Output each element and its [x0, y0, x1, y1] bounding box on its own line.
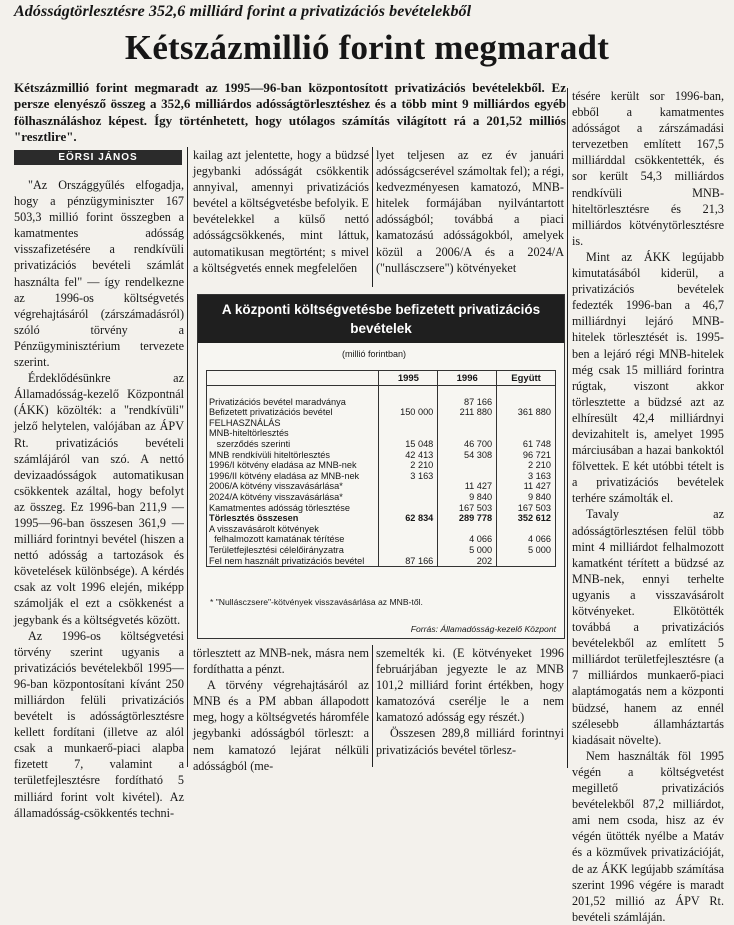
table-footnote: * "Nullásczsere"-kötvények visszavásárlása az MNB-től.: [210, 597, 423, 607]
paragraph: lyet teljesen az ez év januári adósságcserével számoltak fel); a régi, kedvezményesen kamatozó, MNB-hitelek formájában nyilvántartott adósságból; továbbá a piaci kamatozású adósságokból, amelyek közül a 2006/A és a 2024/A ("nullásczsere") kötvényeket: [376, 148, 564, 275]
cell-v1995: [379, 418, 438, 429]
column-4: [572, 88, 724, 924]
column-header: 1995: [379, 371, 438, 386]
row-label: [207, 386, 379, 397]
table-row: [207, 471, 556, 482]
paragraph: Tavaly az adósságtörlesztésen felül több mint 4 milliárdot felhalmozott kamatként térített a büdzsé az MNB-nek, ennyi terhelte ugyanis a visszavásárolt kötvényeket. Elkötötték továbbá a privatizációs bevételekből az említett 5 milliárdot területfejlesztésre (a 7 milliárdos munkaerő-piaci alaptámogatás nem a központi büdzsé, hanem az ennél szélesebb államháztartás kiadásait növelte).: [572, 507, 724, 747]
column-2-continued: [193, 645, 369, 773]
cell-total: [497, 397, 556, 408]
table-row: [207, 492, 556, 503]
table-row: [207, 460, 556, 471]
table-grid: [206, 370, 556, 567]
column-3: [376, 147, 564, 287]
cell-v1995: [379, 428, 438, 439]
row-label: Kamatmentes adósság törlesztése: [207, 503, 379, 514]
table-row: [207, 481, 556, 492]
row-label: 1996/I kötvény eladása az MNB-nek: [207, 460, 379, 471]
cell-v1996: [438, 460, 497, 471]
table-unit: (millió forintban): [342, 349, 407, 359]
column-divider: [372, 147, 373, 287]
table-title: A központi költségvetésbe befizetett privatizációs bevételek: [198, 295, 564, 343]
column-divider: [372, 645, 373, 767]
table-row: [207, 513, 556, 524]
cell-total: 3 163: [497, 471, 556, 482]
cell-v1996: 202: [438, 556, 497, 567]
cell-total: [497, 428, 556, 439]
cell-total: 2 210: [497, 460, 556, 471]
cell-v1995: 42 413: [379, 450, 438, 461]
cell-v1996: 5 000: [438, 545, 497, 556]
cell-v1995: [379, 503, 438, 514]
column-1: [14, 177, 184, 820]
table-row: [207, 450, 556, 461]
cell-v1996: [438, 418, 497, 429]
table-row: [207, 439, 556, 450]
kicker: Adósságtörlesztésre 352,6 milliárd forint a privatizációs bevételekből: [14, 3, 472, 20]
column-divider: [187, 147, 188, 767]
headline: Kétszázmillió forint megmaradt: [124, 28, 610, 67]
cell-v1995: [379, 534, 438, 545]
cell-total: 11 427: [497, 481, 556, 492]
cell-total: 4 066: [497, 534, 556, 545]
cell-v1995: 87 166: [379, 556, 438, 567]
row-label: Területfejlesztési célelőirányzatra: [207, 545, 379, 556]
cell-v1995: [379, 386, 438, 397]
table-source: Forrás: Államadósság-kezelő Központ: [410, 624, 556, 634]
table-row: [207, 407, 556, 418]
cell-v1995: [379, 397, 438, 408]
cell-v1995: [379, 492, 438, 503]
cell-v1996: 46 700: [438, 439, 497, 450]
table-row: [207, 534, 556, 545]
row-label: Privatizációs bevétel maradványa: [207, 397, 379, 408]
row-label: szerződés szerinti: [207, 439, 379, 450]
cell-v1995: 62 834: [379, 513, 438, 524]
table-row: [207, 397, 556, 408]
cell-total: 61 748: [497, 439, 556, 450]
paragraph: Összesen 289,8 milliárd forintnyi privatizációs bevétel törlesz-: [376, 726, 564, 757]
row-label: felhalmozott kamatának térítése: [207, 534, 379, 545]
row-label: MNB-hiteltörlesztés: [207, 428, 379, 439]
paragraph: törlesztett az MNB-nek, másra nem fordíthatta a pénzt.: [193, 646, 369, 677]
cell-v1995: 15 048: [379, 439, 438, 450]
paragraph: Mint az ÁKK legújabb kimutatásából kiderül, a privatizációs bevételek fedezték 1996-ban a 46,7 milliárdnyi lejáró MNB-hitelek törlesztését is. 1995-ben a lejáró régi MNB-hitelek még csak 15 milliárd forintra rúgtak, viszont akkor törlesztette a büdzsé azt az elhíresült 42,4 milliárdnyi devizahitelt is, amelyet 1995 márciusában a hazai bankoktól fölvettek. E két utóbbi tételt is a privatizációs bevételek terhére számolták el.: [572, 249, 724, 506]
table-row: [207, 545, 556, 556]
cell-v1996: [438, 471, 497, 482]
cell-total: 352 612: [497, 513, 556, 524]
row-label: Törlesztés összesen: [207, 513, 379, 524]
cell-total: [497, 556, 556, 567]
cell-v1996: [438, 428, 497, 439]
paragraph: Az 1996-os költségvetési törvény szerint ugyanis a privatizációs bevételekből 1995—96-ban központosítani kívánt 250 milliárdon felüli privatizációs bevételt is adósságtörlesztésre kellett fordítani (illetve az alól csak a munkaerő-piaci alapba fizetett 7, valamint a területfejlesztésre fordítható 5 milliárd forint volt kivétel). Az államadósság-csökkentés techni-: [14, 628, 184, 820]
paragraph: Érdeklődésünkre az Államadósság-kezelő Központnál (ÁKK) közölték: a "rendkívüli" jelző helytelen, valójában az ÁPV Rt. privatizációs bevételi számlájáról van szó. A nettó devizaadósságok automatikusan csökkentek azáltal, hogy befolyt az összeg. Ez 1996-ban 211,9 — 1995—96-ban összesen 361,9 — milliárd forintnyi bevétel (hiszen a nettó adósság a tartozások és követelések különbsége). A kérdés csak az volt 1996 elején, miképp számolják el ezt a csökkenést a jegybank és a költségvetés között.: [14, 371, 184, 627]
cell-total: 167 503: [497, 503, 556, 514]
row-label: MNB rendkívüli hiteltörlesztés: [207, 450, 379, 461]
column-header: [207, 371, 379, 386]
paragraph: Nem használták föl 1995 végén a költségvetést megillető privatizációs bevételekből 87,2 milliárdot, ami nem csoda, hisz az év végén ütötték nyélbe a Matáv és a közművek privatizációját, de az ÁKK legújabb számítása szerint 1996 végére is maradt 201,52 millió az ÁPV Rt. bevételi számláján.: [572, 748, 724, 924]
data-table-box: [197, 294, 565, 639]
paragraph: "Az Országgyűlés elfogadja, hogy a pénzügyminiszter 167 503,3 millió forint összegben a kamatmentes adósság visszafizetésére a rendkívüli privatizációs bevételi számlát használta fel" — így rendelkezne az 1996-os költségvetés végrehajtásáról (zárszámadásról) szóló törvény a Pénzügyminisztérium tervezete szerint.: [14, 178, 184, 370]
cell-v1995: 2 210: [379, 460, 438, 471]
table-row: [207, 428, 556, 439]
cell-v1996: 87 166: [438, 397, 497, 408]
table-row: [207, 524, 556, 535]
row-label: Fel nem használt privatizációs bevétel: [207, 556, 379, 567]
lead-paragraph: Kétszázmillió forint megmaradt az 1995—96-ban központosított privatizációs bevételekből. Ez persze elenyésző összeg a 352,6 milliárdos adósságtörlesztéshez és a több mint 9 milliárdos egyéb fölhasználáshoz képest. Így történhetett, hogy utólagos számítás világított rá a 201,52 milliós "resztlire".: [14, 80, 566, 145]
row-label: FELHASZNÁLÁS: [207, 418, 379, 429]
table-row: [207, 386, 556, 397]
cell-v1996: 289 778: [438, 513, 497, 524]
byline: EÖRSI JÁNOS: [14, 150, 182, 165]
table-row: [207, 556, 556, 567]
cell-v1996: [438, 386, 497, 397]
cell-total: 361 880: [497, 407, 556, 418]
cell-v1996: 11 427: [438, 481, 497, 492]
cell-v1995: [379, 524, 438, 535]
column-3-continued: [376, 645, 564, 769]
cell-v1995: [379, 481, 438, 492]
cell-total: 5 000: [497, 545, 556, 556]
row-label: 2024/A kötvény visszavásárlása*: [207, 492, 379, 503]
cell-total: 96 721: [497, 450, 556, 461]
cell-total: [497, 524, 556, 535]
paragraph: szemelték ki. (E kötvényeket 1996 februárjában jegyezte le az MNB 101,2 milliárd forint értékben, hogy kamatozóvá cserélje le a nem kamatozó adósság egy részét.): [376, 646, 564, 725]
cell-v1996: 9 840: [438, 492, 497, 503]
column-divider: [567, 88, 568, 768]
row-label: Befizetett privatizációs bevétel: [207, 407, 379, 418]
row-label: A visszavásárolt kötvények: [207, 524, 379, 535]
cell-v1996: 4 066: [438, 534, 497, 545]
paragraph: kailag azt jelentette, hogy a büdzsé jegybanki adósságát csökkentik annyival, amennyi privatizációs bevétel a költségvetésbe befolyik. E bevételekkel a külső nettó adósságcsökkenés, mint láttuk, automatikusan megtörtént; s mivel a költségvetés ennek megfelelően: [193, 148, 369, 275]
table-row: [207, 503, 556, 514]
cell-total: 9 840: [497, 492, 556, 503]
paragraph: A törvény végrehajtásáról az MNB és a PM abban állapodott meg, hogy a költségvetés háromféle jegybanki adósságból törleszt: a nem kamatozó lejárat nélküli adósságból (me-: [193, 678, 369, 773]
cell-total: [497, 386, 556, 397]
row-label: 1996/II kötvény eladása az MNB-nek: [207, 471, 379, 482]
column-header: 1996: [438, 371, 497, 386]
cell-v1996: 54 308: [438, 450, 497, 461]
cell-v1995: 3 163: [379, 471, 438, 482]
cell-v1996: 167 503: [438, 503, 497, 514]
cell-v1996: [438, 524, 497, 535]
cell-total: [497, 418, 556, 429]
cell-v1995: [379, 545, 438, 556]
row-label: 2006/A kötvény visszavásárlása*: [207, 481, 379, 492]
cell-v1995: 150 000: [379, 407, 438, 418]
column-header: Együtt: [497, 371, 556, 386]
cell-v1996: 211 880: [438, 407, 497, 418]
table-row: [207, 418, 556, 429]
column-2: [193, 147, 369, 287]
paragraph: tésére került sor 1996-ban, ebből a kamatmentes adósságot a zárszámadási tervezetben említett 167,5 milliárddal csökkentették, és sor került 54,3 milliárdos rendkívüli MNB-hiteltörlesztésre és 21,3 milliárdos kötvénytörlesztésre is.: [572, 89, 724, 248]
